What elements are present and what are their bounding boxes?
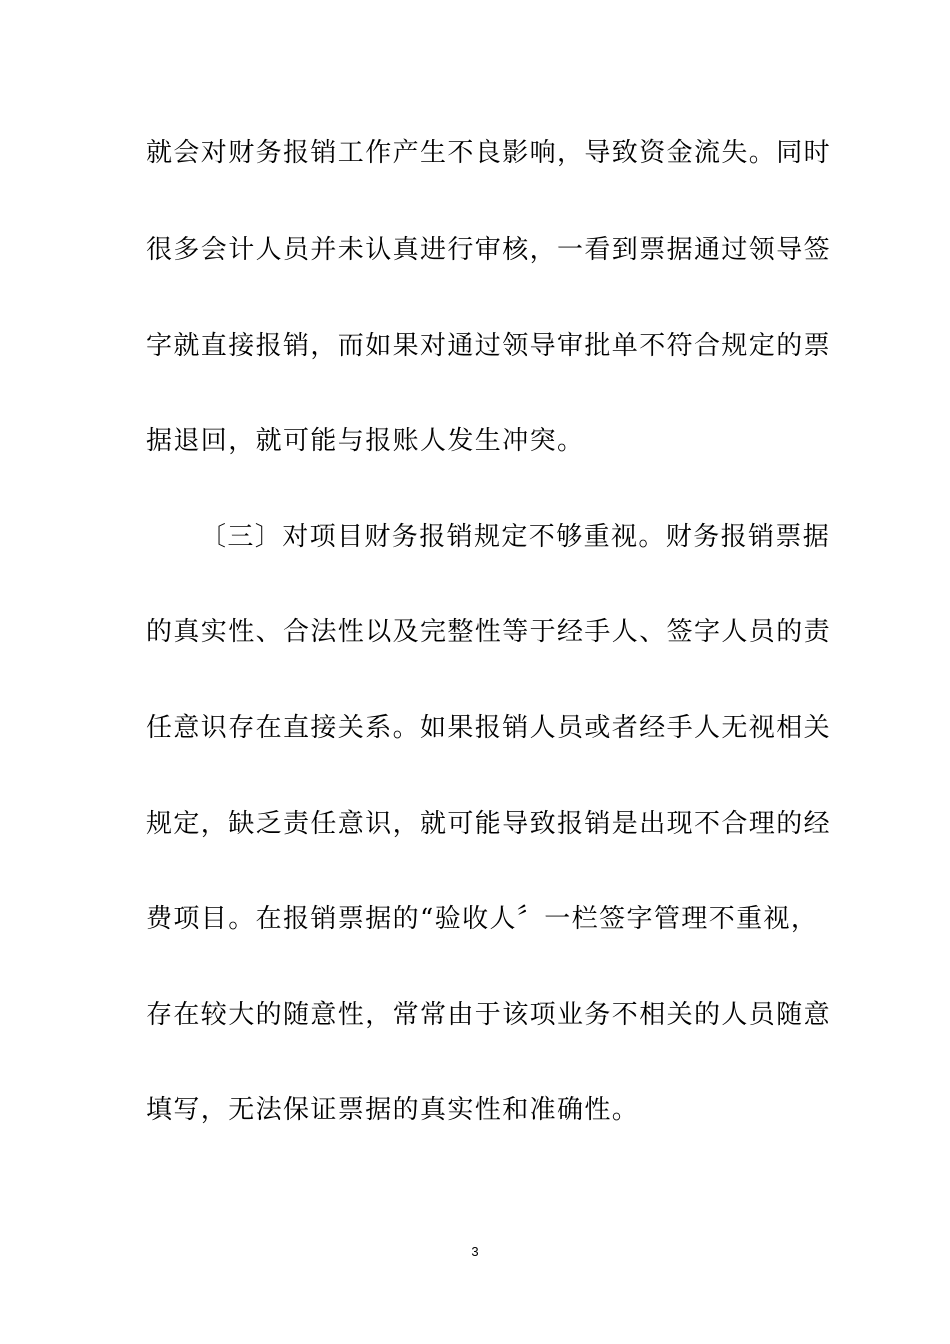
paragraph-line: 任意识存在直接关系。如果报销人员或者经手人无视相关	[146, 713, 832, 743]
paragraph-line: 存在较大的随意性，常常由于该项业务不相关的人员随意	[146, 1000, 832, 1030]
paragraph-line: 填写，无法保证票据的真实性和准确性。	[146, 1095, 640, 1125]
paragraph-line: 据退回，就可能与报账人发生冲突。	[146, 426, 585, 456]
paragraph-line: 字就直接报销，而如果对通过领导审批单不符合规定的票	[146, 331, 832, 361]
paragraph-line: 〔三〕对项目财务报销规定不够重视。财务报销票据	[200, 522, 831, 552]
paragraph-line: 费项目。在报销票据的“验收人〞一栏签字管理不重视，	[146, 904, 819, 934]
paragraph-line: 的真实性、合法性以及完整性等于经手人、签字人员的责	[146, 617, 832, 647]
paragraph-line: 就会对财务报销工作产生不良影响，导致资金流失。同时	[146, 138, 832, 168]
paragraph-line: 规定，缺乏责任意识，就可能导致报销是出现不合理的经	[146, 809, 832, 839]
paragraph-line: 很多会计人员并未认真进行审核，一看到票据通过领导签	[146, 235, 832, 265]
page-number: 3	[471, 1244, 479, 1259]
